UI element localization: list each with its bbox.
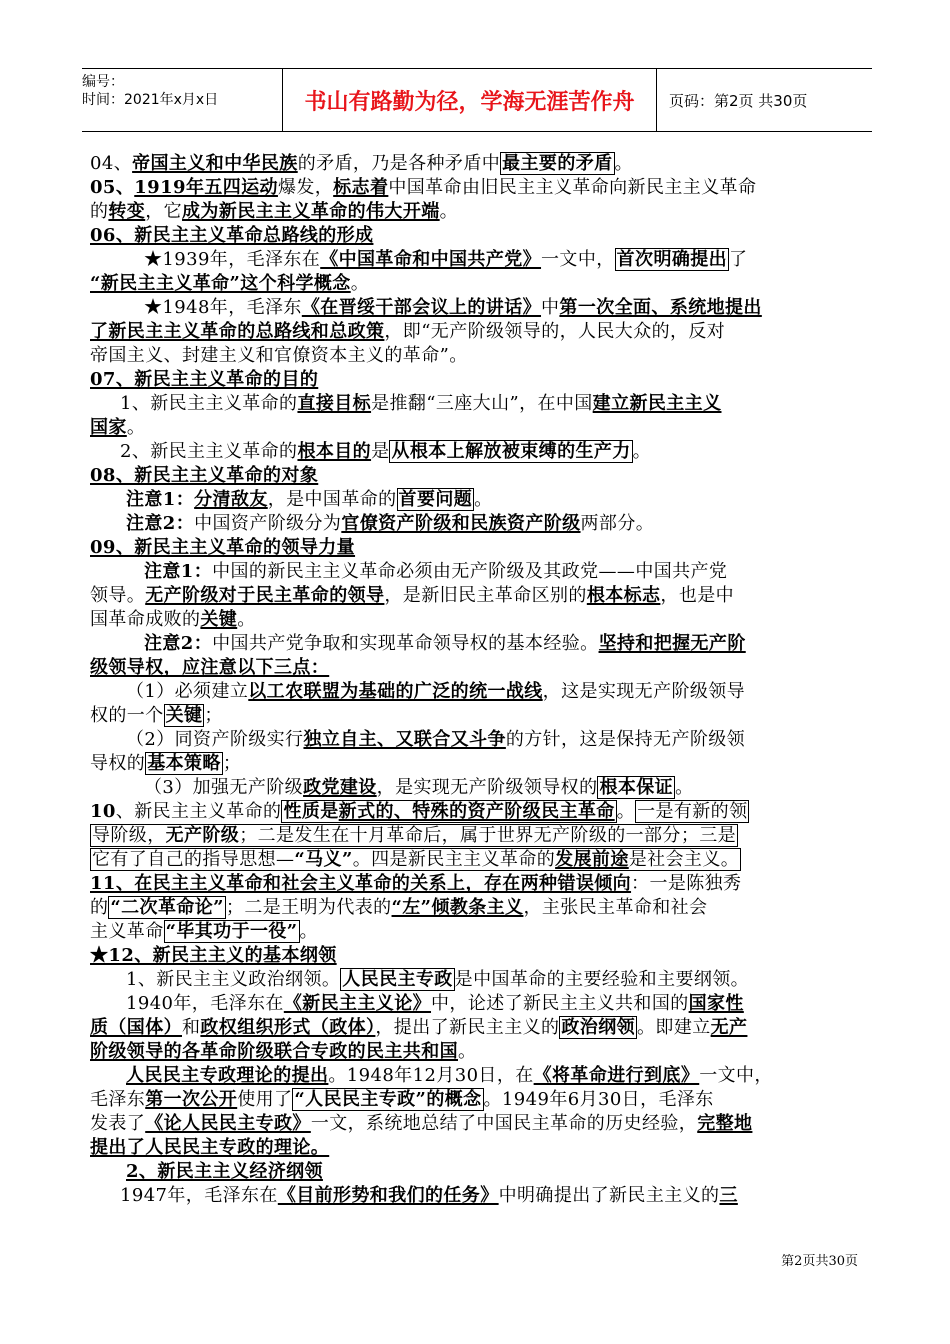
- page-header: [82, 68, 872, 132]
- text-line: 04、帝国主义和中华民族的矛盾，乃是各种矛盾中 最主要的矛盾 。: [90, 153, 633, 174]
- text-line: 阶级领导的各革命阶级联合专政的民主共和国。: [90, 1041, 477, 1062]
- header-motto: 书山有路勤为径，学海无涯苦作舟: [282, 69, 657, 131]
- text-line: 国家。: [90, 417, 146, 438]
- text-line: 的转变，它成为新民主主义革命的伟大开端。: [90, 201, 459, 222]
- section-heading-economic: 2、新民主主义经济纲领: [126, 1161, 323, 1182]
- document-date: 时间：2021年x月x日: [82, 92, 219, 108]
- text-line: 了新民主主义革命的总路线和总政策，即“无产阶级领导的，人民大众的，反对: [90, 321, 726, 342]
- text-line: 1940年，毛泽东在《新民主主义论》中，论述了新民主主义共和国的国家性: [126, 993, 744, 1014]
- text-line: 导阶级，无产阶级；二是发生在十月革命后，属于世界无产阶级的一部分；三是: [92, 825, 737, 846]
- text-line: 1、新民主主义政治纲领。 人民民主专政 是中国革命的主要经验和主要纲领。: [126, 969, 750, 990]
- text-line: 毛泽东第一次公开使用了 “人民民主专政”的概念 。1949年6月30日，毛泽东: [90, 1089, 714, 1110]
- document-number: 编号：: [82, 74, 124, 90]
- text-line: 帝国主义、封建主义和官僚资本主义的革命”。: [90, 345, 468, 366]
- text-line: （2）同资产阶级实行独立自主、又联合又斗争的方针，这是保持无产阶级领: [126, 729, 746, 750]
- header-page-number: 页码：第2页 共30页: [669, 91, 808, 110]
- text-line: ★1948年，毛泽东《在晋绥干部会议上的讲话》中第一次全面、系统地提出: [144, 297, 762, 318]
- text-line: 注意2：中国资产阶级分为官僚资产阶级和民族资产阶级两部分。: [126, 513, 655, 534]
- text-line: 发表了《论人民民主专政》一文，系统地总结了中国民主革命的历史经验，完整地: [90, 1113, 753, 1134]
- text-line: 注意1：中国的新民主主义革命必须由无产阶级及其政党——中国共产党: [144, 561, 728, 582]
- text-line: 级领导权，应注意以下三点：: [90, 657, 330, 678]
- text-line: 质（国体）和政权组织形式（政体），提出了新民主主义的 政治纲领 。即建立无产: [90, 1017, 748, 1038]
- text-line: （1）必须建立以工农联盟为基础的广泛的统一战线，这是实现无产阶级领导: [126, 681, 746, 702]
- text-line: ★1939年，毛泽东在《中国革命和中国共产党》一文中， 首次明确提出 了: [144, 249, 748, 270]
- text-line: 注意1：分清敌友，是中国革命的 首要问题 。: [126, 489, 493, 510]
- text-line: 权的一个 关键 ；: [90, 705, 223, 726]
- header-meta: [82, 69, 282, 131]
- text-line: 它有了自己的指导思想—“马义”。四是新民主主义革命的发展前途是社会主义。: [92, 849, 740, 870]
- section-heading-09: 09、新民主主义革命的领导力量: [90, 537, 356, 558]
- page-footer: 第2页共30页: [781, 1254, 858, 1269]
- section-heading-12: ★12、新民主主义的基本纲领: [90, 945, 337, 966]
- text-line: 1、新民主主义革命的直接目标是推翻“三座大山”，在中国建立新民主主义: [120, 393, 722, 414]
- text-line: 提出了人民民主专政的理论。: [90, 1137, 330, 1158]
- text-line: 11、在民主主义革命和社会主义革命的关系上，存在两种错误倾向：一是陈独秀: [90, 873, 742, 894]
- text-line: 注意2：中国共产党争取和实现革命领导权的基本经验。坚持和把握无产阶: [144, 633, 746, 654]
- text-line: 的 “二次革命论” ；二是王明为代表的“左”倾教条主义，主张民主革命和社会: [90, 897, 708, 918]
- section-heading-07: 07、新民主主义革命的目的: [90, 369, 319, 390]
- text-line: 05、1919年五四运动爆发，标志着中国革命由旧民主主义革命向新民主主义革命: [90, 177, 757, 198]
- text-line: 10、新民主主义革命的 性质是新式的、特殊的资产阶级民主革命 。 一是有新的领: [90, 801, 748, 822]
- text-line: 1947年，毛泽东在《目前形势和我们的任务》中明确提出了新民主主义的三: [120, 1185, 738, 1206]
- section-heading-08: 08、新民主主义革命的对象: [90, 465, 319, 486]
- text-line: 导权的 基本策略 ；: [90, 753, 242, 774]
- text-line: 国革命成败的关键。: [90, 609, 256, 630]
- text-line: 2、新民主主义革命的根本目的是 从根本上解放被束缚的生产力 。: [120, 441, 652, 462]
- document-body: [90, 152, 862, 1208]
- text-line: 领导。无产阶级对于民主革命的领导，是新旧民主革命区别的根本标志，也是中: [90, 585, 735, 606]
- section-heading-06: 06、新民主主义革命总路线的形成: [90, 225, 374, 246]
- text-line: 人民民主专政理论的提出。1948年12月30日，在《将革命进行到底》一文中，: [126, 1065, 773, 1086]
- text-line: 主义革命 “毕其功于一役” 。: [90, 921, 318, 942]
- text-line: “新民主主义革命”这个科学概念。: [90, 273, 370, 294]
- text-line: （3）加强无产阶级政党建设，是实现无产阶级领导权的 根本保证 。: [144, 777, 694, 798]
